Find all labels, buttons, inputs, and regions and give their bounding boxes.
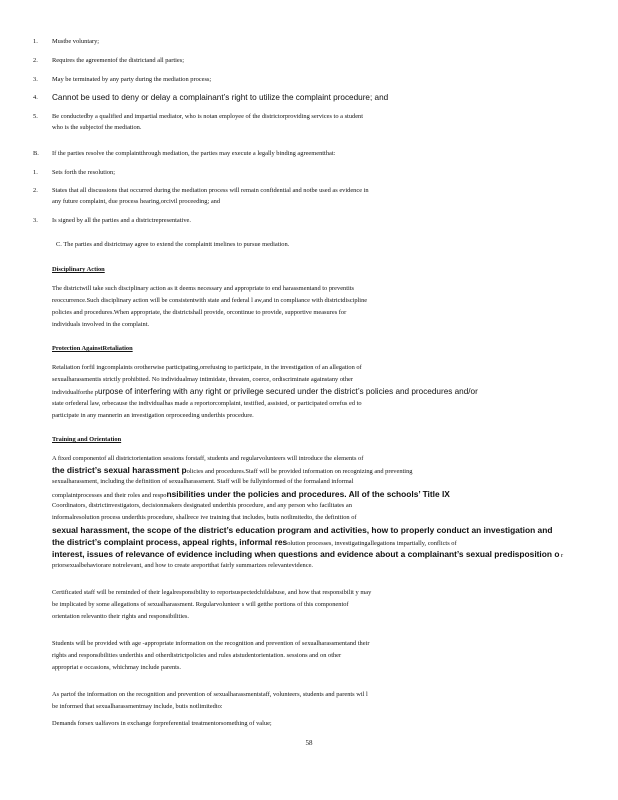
paragraph-line: participate in any mannerin an investigation orproceeding underthis procedure. xyxy=(52,412,254,419)
list-number: 1. xyxy=(33,169,38,176)
paragraph-line: be implicated by some allegations of sexualharassment. Regularvolunteer s will getthe portions of this componentof xyxy=(52,601,349,608)
paragraph-line: Certificated staff will be reminded of their legalresponsibility to reportsuspectedchildabuse, and how that responsibilit y may xyxy=(52,589,372,596)
list-item: Sets forth the resolution; xyxy=(52,169,116,176)
list-item-continuation: any future complaint, due process hearing,orcivil proceeding; and xyxy=(52,198,221,205)
paragraph-line: informalresolution process underthis procedure, shallrece ive training that includes, butis notlimitedto, the definition of xyxy=(52,514,357,521)
text-run: r xyxy=(559,552,564,559)
paragraph-line: sexualharassment, including the definition of sexualharassment. Staff will be fullyinformed of the formaland informal xyxy=(52,478,354,485)
section-heading: Protection AgainstRetaliation xyxy=(52,345,133,352)
list-item: May be terminated by any party during the mediation process; xyxy=(52,76,212,83)
list-item: Demands forsex ualfavors in exchange forpreferential treatmentorsomething of value; xyxy=(52,720,272,727)
paragraph-line: Coordinators, districtinvestigators, decisionmakers designated underthis procedure, and any person who facilitates an xyxy=(52,502,352,509)
paragraph-line: priorsexualbehaviorare notrelevant, and how to create areportthat fairly summarizes relevantevidence. xyxy=(52,562,314,569)
paragraph-line: appropriat e occasions, whichmay include parents. xyxy=(52,664,182,671)
paragraph-line: Students will be provided with age -appropriate information on the recognition and prevention of sexualharassmentand their xyxy=(52,640,370,647)
section-heading: Training and Orientation xyxy=(52,436,122,443)
list-number: 1. xyxy=(33,38,38,45)
list-number: 3. xyxy=(33,76,38,83)
text-run: individualforthe p xyxy=(52,389,98,396)
paragraph-line xyxy=(52,489,582,501)
paragraph-line: sexual harassment, the scope of the district’s education program and activities, how to properly conduct an investigation and xyxy=(52,525,553,535)
paragraph-line xyxy=(52,537,582,549)
list-number: B. xyxy=(33,150,39,157)
paragraph-line xyxy=(52,549,582,561)
text-run-large: nsibilities under the policies and procedures. All of the schools’ Title IX xyxy=(166,489,450,499)
paragraph-line: orientation relevantto their rights and responsibilities. xyxy=(52,613,190,620)
paragraph-line: state orfederal law, orbecause the individualhas made a reportorcomplaint, testified, assisted, or participated orrefus ed to xyxy=(52,400,362,407)
text-run-large: the district’s complaint process, appeal rights, informal res xyxy=(52,537,288,547)
paragraph-line xyxy=(52,387,582,398)
list-item: Is signed by all the parties and a districtrepresentative. xyxy=(52,217,191,224)
paragraph-c: C. The parties and districtmay agree to extend the complaintt imelines to pursue mediation. xyxy=(56,241,290,248)
text-run-large: urpose of interfering with any right or privilege secured under the district’s policies and procedures and/or xyxy=(97,387,478,396)
section-heading: Disciplinary Action xyxy=(52,266,105,273)
paragraph-line: As partof the information on the recognition and prevention of sexualharassmentstaff, volunteers, students and parents wil l xyxy=(52,691,368,698)
list-item: If the parties resolve the complaintthrough mediation, the parties may execute a legally binding agreementthat: xyxy=(52,150,336,157)
paragraph-line: sexualharassmentis strictly prohibited. No individualmay intimidate, threaten, coerce, ordiscriminate againstany other xyxy=(52,376,353,383)
list-item: States that all discussions that occurred during the mediation process will remain confidential and notbe used as evidence in xyxy=(52,187,369,194)
list-item: Mustbe voluntary; xyxy=(52,38,100,45)
paragraph-line: be informed that sexualharassmentmay include, butis notlimitedto: xyxy=(52,703,223,710)
list-item-continuation: who is the subjectof the mediation. xyxy=(52,124,142,131)
paragraph-line: reoccurrence.Such disciplinary action will be consistentwith state and federal l aw,and in compliance with districtdiscipline xyxy=(52,297,368,304)
list-number: 2. xyxy=(33,57,38,64)
list-number: 2. xyxy=(33,187,38,194)
paragraph-line: A fixed componentof all districtorientation sessions forstaff, students and regularvolunteers will introduce the elements of xyxy=(52,455,364,462)
list-number: 5. xyxy=(33,113,38,120)
text-run: olution processes, investigatingallegations impartially, conflicts of xyxy=(287,540,457,547)
list-number: 4. xyxy=(33,94,38,101)
text-run: olicies and procedures.Staff will be provided information on recognizing and preventing xyxy=(186,468,413,475)
paragraph-line xyxy=(52,465,582,477)
list-number: 3. xyxy=(33,217,38,224)
text-run-large: interest, issues of relevance of evidence including when questions and evidence about a complainant’s sexual predisposition o xyxy=(52,549,560,559)
paragraph-line: policies and procedures.When appropriate, the districtshall provide, orcontinue to provide, supportive measures for xyxy=(52,309,347,316)
list-item: Cannot be used to deny or delay a complainant’s right to utilize the complaint procedure; and xyxy=(52,93,389,102)
text-run-large: the district’s sexual harassment p xyxy=(52,465,187,475)
list-item: Be conductedby a qualified and impartial mediator, who is notan employee of the districtorproviding services to a student xyxy=(52,113,364,120)
text-run: complaintprocesses and their roles and respo xyxy=(52,492,167,499)
paragraph-line: Retaliation forfil ingcomplaints orotherwise participating,orrefusing to participate, in the investigation of an allegation of xyxy=(52,364,362,371)
list-item: Requires the agreementof the districtand all parties; xyxy=(52,57,185,64)
page-number: 58 xyxy=(305,739,313,747)
paragraph-line: rights and responsibilities underthis and otherdistrictpolicies and rules atstudentorientation. sessions and on other xyxy=(52,652,342,659)
paragraph-line: individuals involved in the complaint. xyxy=(52,321,150,328)
paragraph-line: The districtwill take such disciplinary action as it deems necessary and appropriate to end harassmentand to preventits xyxy=(52,285,355,292)
